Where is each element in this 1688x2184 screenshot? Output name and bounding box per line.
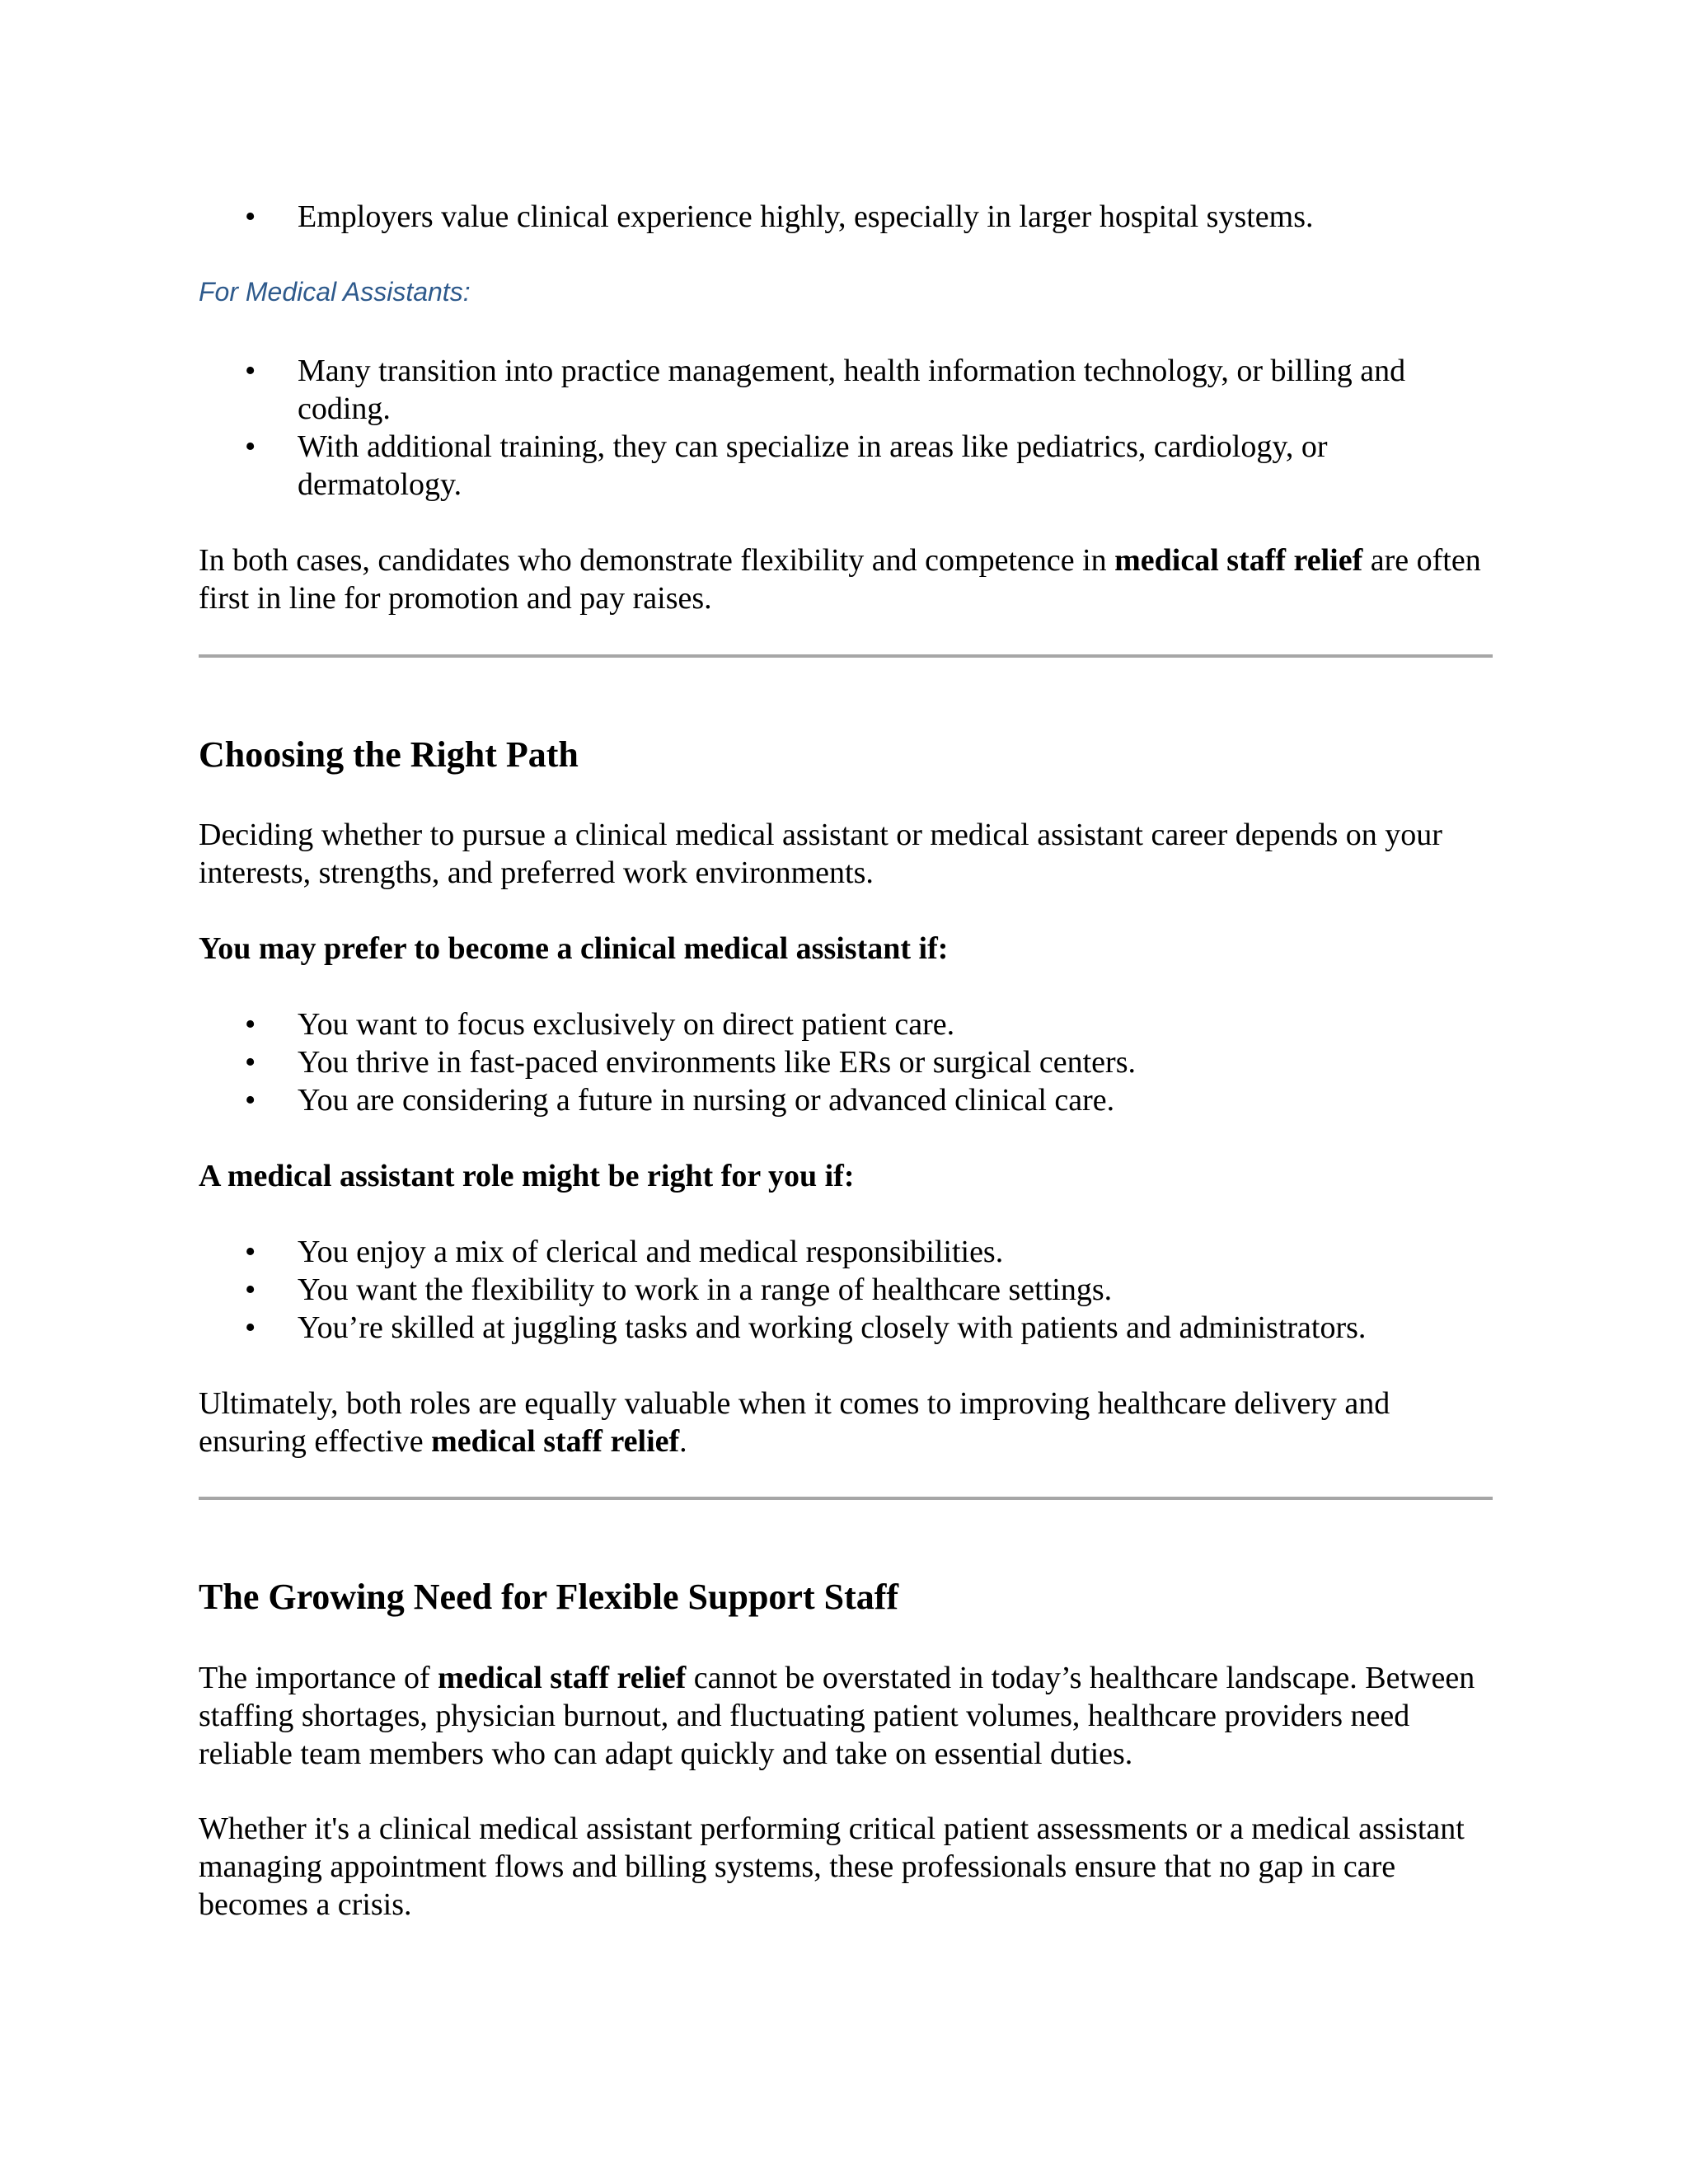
bullet-text: You’re skilled at juggling tasks and working closely with patients and administrators. bbox=[298, 1310, 1367, 1345]
bullet-icon: • bbox=[245, 354, 256, 388]
list-item bbox=[245, 1043, 1493, 1081]
bullet-text: Employers value clinical experience highly, especially in larger hospital systems. bbox=[298, 199, 1314, 234]
para-text-post: cannot be overstated in today’s healthcare landscape. Between staffing shortages, physician burnout, and fluctuating patient volumes, healthcare providers need reliable team members who can adapt quickly and take on essential duties. bbox=[199, 1661, 1475, 1771]
bullet-icon: • bbox=[245, 1045, 256, 1080]
list-item bbox=[245, 1081, 1493, 1119]
medical-assistant-bullet-list bbox=[199, 352, 1493, 504]
section1-closing-paragraph bbox=[199, 541, 1493, 617]
clinical-list-heading: You may prefer to become a clinical medical assistant if: bbox=[199, 931, 949, 966]
horizontal-divider bbox=[199, 1497, 1493, 1500]
ma-list-heading: A medical assistant role might be right for you if: bbox=[199, 1159, 855, 1193]
section2-closing-paragraph bbox=[199, 1385, 1493, 1460]
bullet-text: You want the flexibility to work in a range of healthcare settings. bbox=[298, 1272, 1113, 1307]
list-item bbox=[245, 198, 1493, 236]
bullet-icon: • bbox=[245, 1007, 256, 1042]
section-heading-growing-need: The Growing Need for Flexible Support Staff bbox=[199, 1577, 899, 1617]
bullet-text: You want to focus exclusively on direct patient care. bbox=[298, 1007, 955, 1042]
bullet-text: You thrive in fast-paced environments like ERs or surgical centers. bbox=[298, 1045, 1136, 1080]
career-bullet-list-top bbox=[199, 198, 1493, 236]
section3-paragraph-1 bbox=[199, 1659, 1493, 1773]
list-item bbox=[245, 352, 1493, 428]
list-item bbox=[245, 1005, 1493, 1043]
bullet-icon: • bbox=[245, 199, 256, 234]
bullet-text: With additional training, they can specialize in areas like pediatrics, cardiology, or dermatology. bbox=[298, 429, 1328, 502]
bullet-icon: • bbox=[245, 1235, 256, 1269]
horizontal-divider bbox=[199, 654, 1493, 658]
list-item bbox=[245, 428, 1493, 504]
closing-text-pre: Ultimately, both roles are equally valuable when it comes to improving healthcare delivery and ensuring effective bbox=[199, 1386, 1390, 1459]
list-item bbox=[245, 1309, 1493, 1347]
section3-paragraph-2: Whether it's a clinical medical assistant performing critical patient assessments or a medical assistant managing appointment flows and billing systems, these professionals ensure that no gap in care becomes a crisis. bbox=[199, 1811, 1465, 1922]
list-item bbox=[245, 1233, 1493, 1271]
bullet-icon: • bbox=[245, 429, 256, 464]
closing-text-pre: In both cases, candidates who demonstrate flexibility and competence in bbox=[199, 543, 1115, 578]
section2-intro-paragraph: Deciding whether to pursue a clinical medical assistant or medical assistant career depends on your interests, strengths, and preferred work environments. bbox=[199, 818, 1442, 890]
keyword-medical-staff-relief: medical staff relief bbox=[431, 1424, 680, 1459]
keyword-medical-staff-relief: medical staff relief bbox=[438, 1661, 687, 1695]
closing-text-post: . bbox=[679, 1424, 687, 1459]
closing-text-post: are often first in line for promotion and pay raises. bbox=[199, 543, 1481, 616]
bullet-text: Many transition into practice management, health information technology, or billing and coding. bbox=[298, 354, 1406, 426]
bullet-icon: • bbox=[245, 1083, 256, 1118]
bullet-icon: • bbox=[245, 1310, 256, 1345]
para-text-pre: The importance of bbox=[199, 1661, 438, 1695]
bullet-icon: • bbox=[245, 1272, 256, 1307]
subheading-medical-assistants: For Medical Assistants: bbox=[199, 277, 471, 307]
bullet-text: You are considering a future in nursing or advanced clinical care. bbox=[298, 1083, 1115, 1118]
ma-bullet-list bbox=[199, 1233, 1493, 1347]
bullet-text: You enjoy a mix of clerical and medical responsibilities. bbox=[298, 1235, 1004, 1269]
clinical-bullet-list bbox=[199, 1005, 1493, 1119]
section-heading-choosing-path: Choosing the Right Path bbox=[199, 734, 579, 775]
list-item bbox=[245, 1271, 1493, 1309]
keyword-medical-staff-relief: medical staff relief bbox=[1114, 543, 1363, 578]
